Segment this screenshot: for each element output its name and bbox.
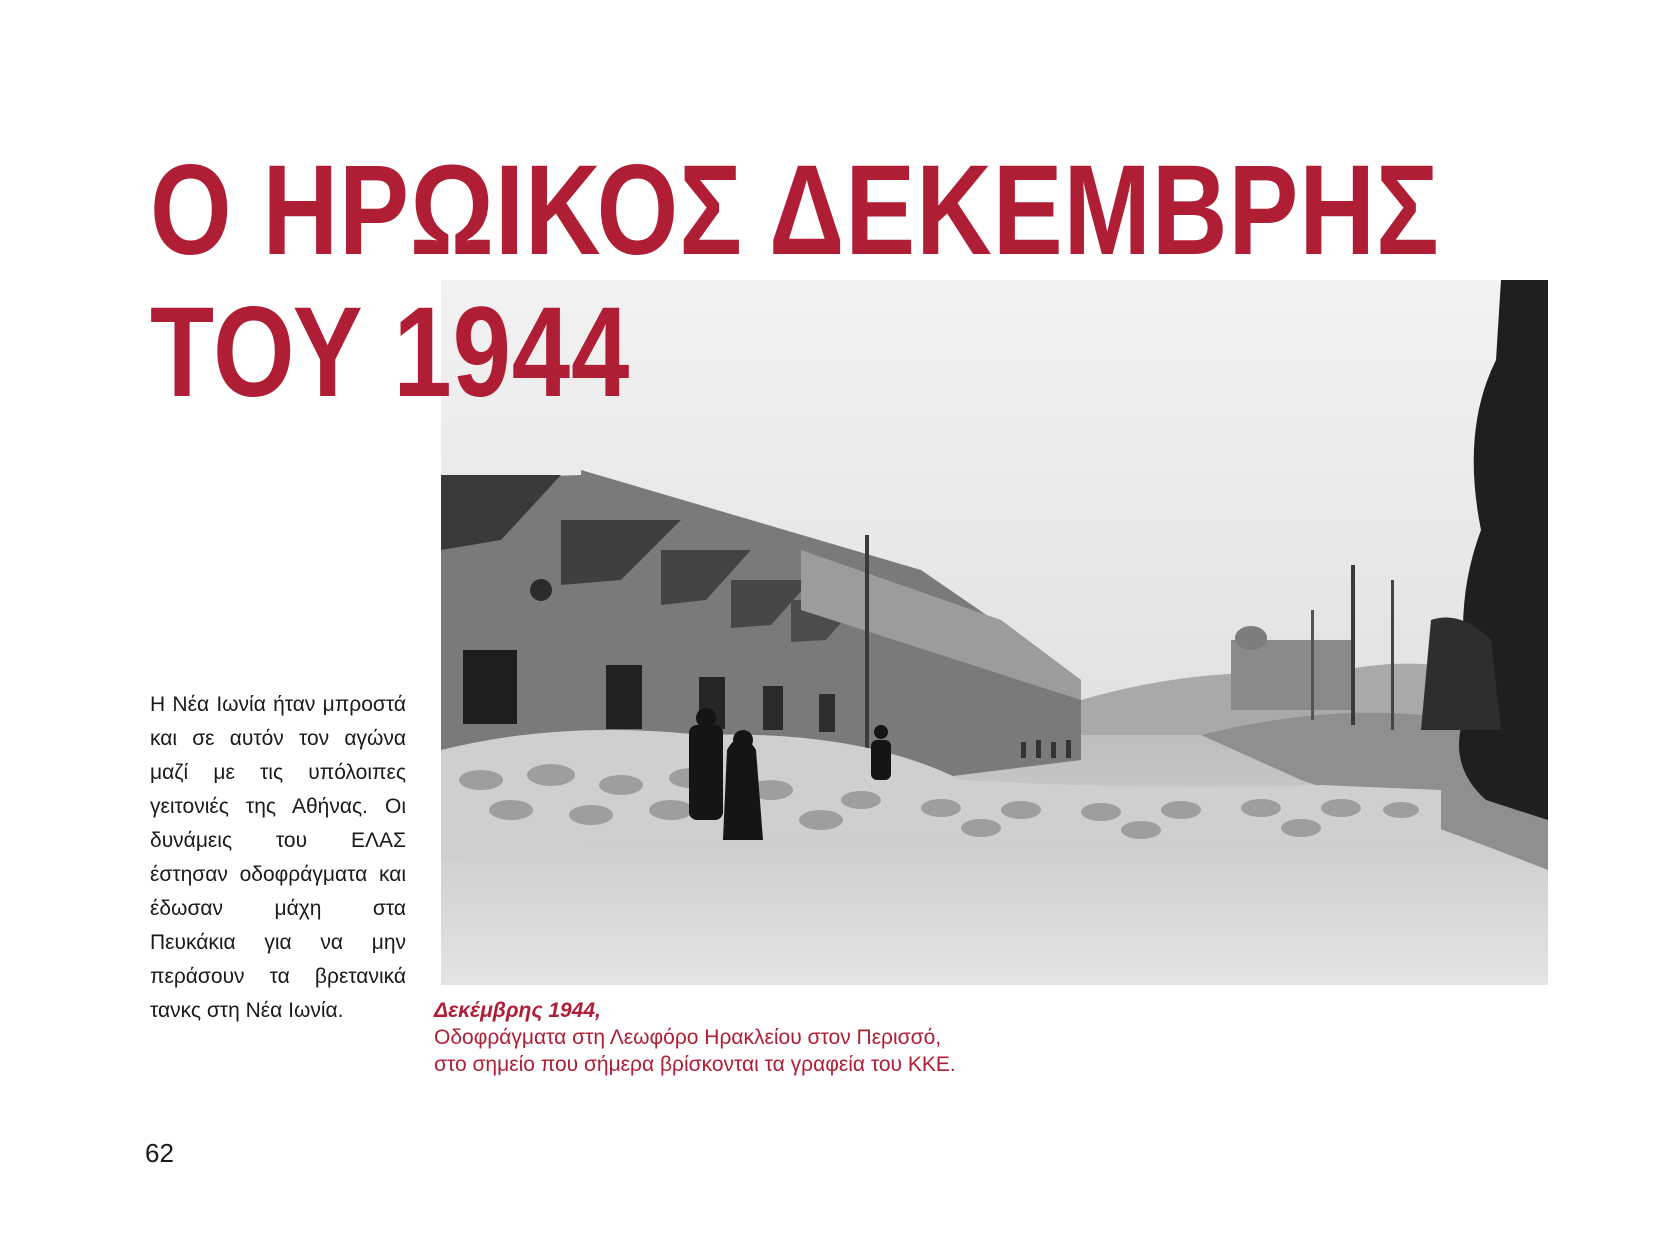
page-title	[150, 140, 1440, 424]
title-line-1: Ο ΗΡΩΙΚΟΣ ΔΕΚΕΜΒΡΗΣ	[150, 139, 1440, 282]
caption-line-1: Οδοφράγματα στη Λεωφόρο Ηρακλείου στον Περισσό,	[434, 1026, 942, 1049]
title-line-2: ΤΟΥ 1944	[150, 281, 631, 424]
caption-title: Δεκέμβρης 1944,	[434, 999, 601, 1022]
intro-paragraph: Η Νέα Ιωνία ήταν μπροστά και σε αυτόν τον αγώνα μαζί με τις υπόλοιπες γειτονιές της Αθήνας. Οι δυνάμεις του ΕΛΑΣ έστησαν οδοφράγματα και έδωσαν μάχη στα Πευκάκια για να μην περάσουν τα βρετανικά τανκς στη Νέα Ιωνία.	[150, 693, 406, 1022]
page-number: 62	[145, 1138, 174, 1168]
caption-line-2: στο σημείο που σήμερα βρίσκονται τα γραφεία του ΚΚΕ.	[434, 1053, 956, 1076]
photo-caption	[434, 997, 956, 1078]
